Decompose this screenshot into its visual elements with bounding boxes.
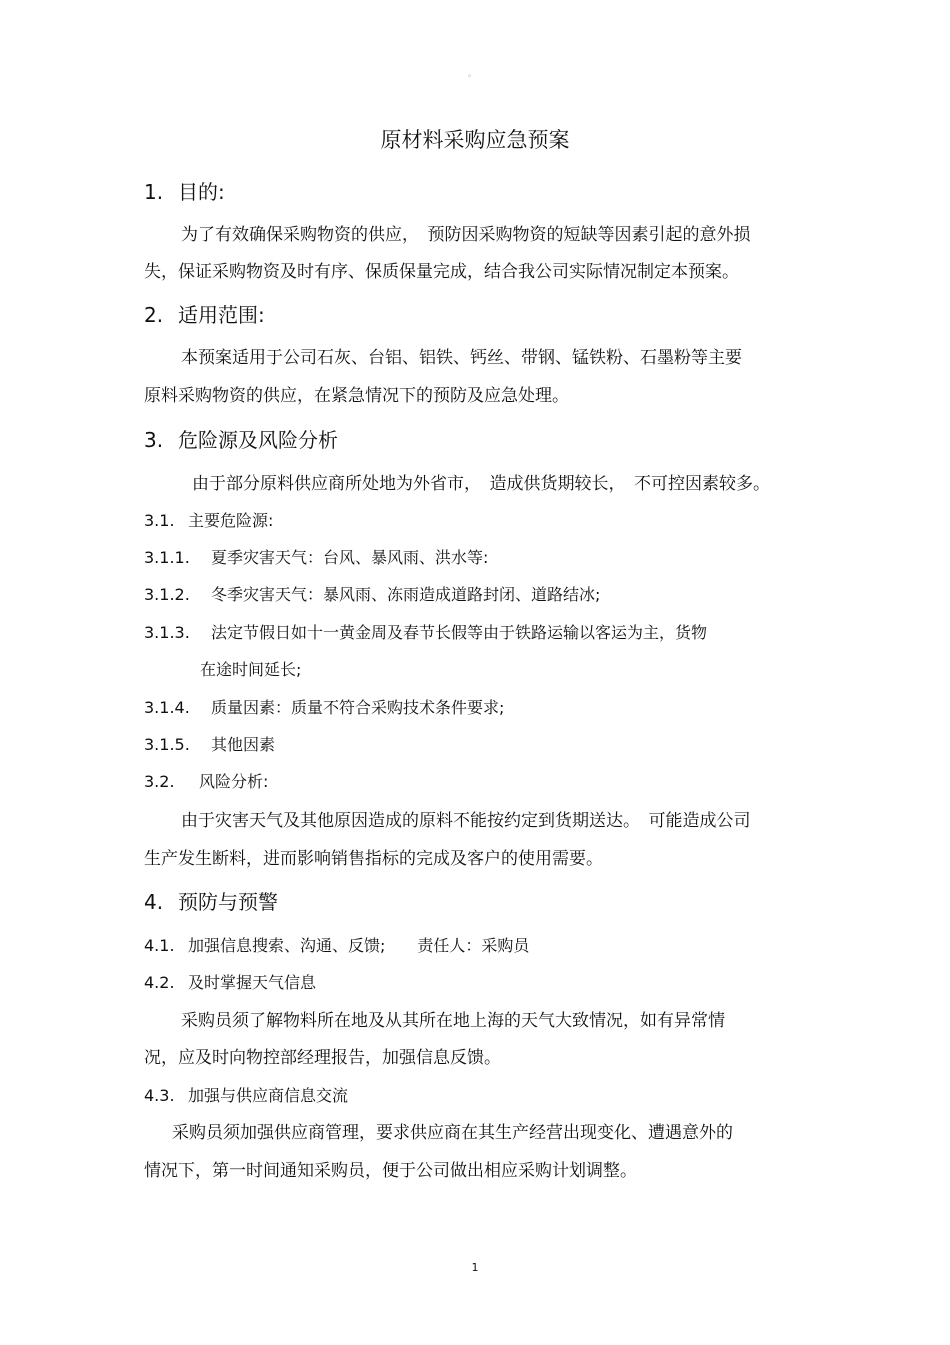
item-4-2 [144,975,316,991]
item-3-1-2 [144,587,600,603]
item-text: 法定节假日如十一黄金周及春节长假等由于铁路运输以客运为主，货物 [211,623,708,642]
section-number: 4. [144,890,164,914]
item-number: 3.1.3. [144,623,190,642]
item-text: 夏季灾害天气：台风、暴风雨、洪水等: [211,548,489,567]
section-3-heading [144,430,338,450]
section-3-intro: 由于部分原料供应商所处地为外省市， 造成供货期较长， 不可控因素较多。 [192,474,770,494]
page-number: 1 [471,1261,479,1274]
item-3-1-1 [144,550,488,566]
item-number: 3.1.1. [144,548,190,567]
section-1-paragraph-line-2: 失，保证采购物资及时有序、保质保量完成，结合我公司实际情况制定本预案。 [144,262,739,282]
item-number: 4.1. [144,936,175,955]
section-4-heading [144,892,278,912]
section-4-2-paragraph-line-1: 采购员须了解物料所在地及从其所在地上海的天气大致情况，如有异常情 [181,1011,725,1031]
section-2-heading [144,305,265,325]
item-text: 风险分析: [199,772,269,791]
item-number: 3.2. [144,772,175,791]
item-3-1-4 [144,700,504,716]
section-2-paragraph-line-2: 原料采购物资的供应，在紧急情况下的预防及应急处理。 [144,386,569,406]
item-text: 主要危险源: [188,511,274,530]
item-3-1-3 [144,625,707,641]
section-1-paragraph-line-1: 为了有效确保采购物资的供应， 预防因采购物资的短缺等因素引起的意外损 [181,225,751,245]
item-text: 质量因素：质量不符合采购技术条件要求; [211,698,505,717]
item-number: 4.2. [144,973,175,992]
section-title: 适用范围: [178,303,265,327]
section-3-2-paragraph-line-2: 生产发生断料，进而影响销售指标的完成及客户的使用需要。 [144,849,603,869]
item-text: 冬季灾害天气：暴风雨、冻雨造成道路封闭、道路结冰; [211,585,601,604]
section-1-heading [144,182,225,202]
document-title: 原材料采购应急预案 [380,128,570,152]
section-2-paragraph-line-1: 本预案适用于公司石灰、台铝、铝铁、钙丝、带钢、锰铁粉、石墨粉等主要 [181,348,742,368]
item-text: 其他因素 [211,735,276,754]
section-title: 目的: [178,180,225,204]
item-number: 3.1.4. [144,698,190,717]
section-number: 1. [144,180,164,204]
section-title: 危险源及风险分析 [178,428,338,452]
section-4-3-paragraph-line-1: 采购员须加强供应商管理，要求供应商在其生产经营出现变化、遭遇意外的 [172,1123,733,1143]
item-3-1 [144,513,273,529]
section-4-3-paragraph-line-2: 情况下，第一时间通知采购员，便于公司做出相应采购计划调整。 [144,1161,637,1181]
section-number: 3. [144,428,164,452]
section-number: 2. [144,303,164,327]
item-text: 加强信息搜索、沟通、反馈; 责任人：采购员 [188,936,530,955]
item-3-2 [144,774,268,790]
header-mark: 。 [468,69,476,78]
section-3-2-paragraph-line-1: 由于灾害天气及其他原因造成的原料不能按约定到货期送达。 可能造成公司 [181,811,751,831]
item-4-3 [144,1088,348,1104]
item-number: 3.1.5. [144,735,190,754]
item-4-1 [144,938,529,954]
item-text: 加强与供应商信息交流 [188,1086,349,1105]
item-3-1-3-continuation: 在途时间延长; [200,660,302,679]
section-4-2-paragraph-line-2: 况，应及时向物控部经理报告，加强信息反馈。 [144,1048,501,1068]
item-number: 3.1. [144,511,175,530]
item-text: 及时掌握天气信息 [188,973,317,992]
item-number: 3.1.2. [144,585,190,604]
item-3-1-5 [144,737,275,753]
item-number: 4.3. [144,1086,175,1105]
section-title: 预防与预警 [178,890,278,914]
